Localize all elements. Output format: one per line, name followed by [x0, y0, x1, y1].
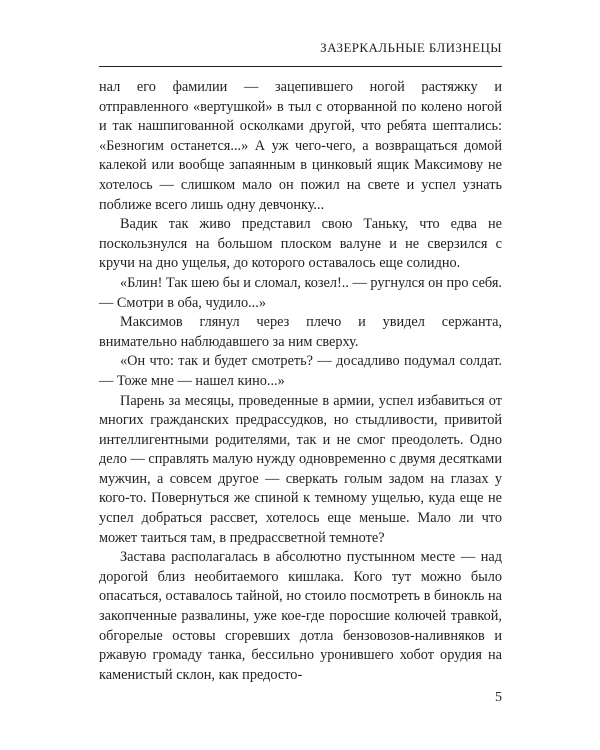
paragraph: «Он что: так и будет смотреть? — досадливо подумал солдат. — Тоже мне — нашел кино...» [99, 353, 502, 389]
paragraph: «Блин! Так шею бы и сломал, козел!.. — ругнулся он про себя. — Смотри в оба, чудило...» [99, 274, 502, 311]
body-text [99, 78, 502, 685]
running-head: ЗАЗЕРКАЛЬНЫЕ БЛИЗНЕЦЫ [320, 40, 502, 55]
paragraph: Максимов глянул через плечо и увидел сержанта, внимательно наблюдавшего за ним сверху. [99, 314, 502, 350]
paragraph: Застава располагалась в абсолютно пустынном месте — над дорогой близ необитаемого кишлака. Кого тут можно было опасаться, оставалось тайной, но стоило посмотреть в бинокль на закопченные развалины, уже кое-где поросшие колючей травкой, обгорелые остовы сгоревших дотла бензовозов-наливняков и ржавую громаду танка, бессильно уронившего хобот орудия на каменистый склон, как предосто- [99, 549, 502, 683]
paragraph: нал его фамилии — зацепившего ногой растяжку и отправленного «вертушкой» в тыл с оторванной по колено ногой и так нашпигованной осколками другой, что ребята шептались: «Безногим останется...» А уж чего-чего, а возвращаться домой калекой или вообще запаянным в цинковый ящик Максимову не хотелось — слишком мало он пожил на свете и успел узнать поближе всего лишь одну девчонку... [99, 79, 502, 213]
header-rule [99, 66, 502, 67]
page-number: 5 [495, 690, 502, 705]
paragraph: Вадик так живо представил свою Таньку, что едва не поскользнулся на большом плоском валуне и не сверзился с кручи на дно ущелья, до которого оставалось еще солидно. [99, 216, 502, 272]
paragraph: Парень за месяцы, проведенные в армии, успел избавиться от многих гражданских предрассудков, но стыдливости, привитой интеллигентными родителями, так и не смог преодолеть. Одно дело — справлять малую нужду одновременно с двумя десятками мужчин, а совсем другое — сверкать голым задом на глазах у кого-то. Повернуться же спиной к темному ущелью, куда еще не успел добраться рассвет, хотелось еще меньше. Мало ли что может таиться там, в предрассветной темноте? [99, 392, 502, 546]
